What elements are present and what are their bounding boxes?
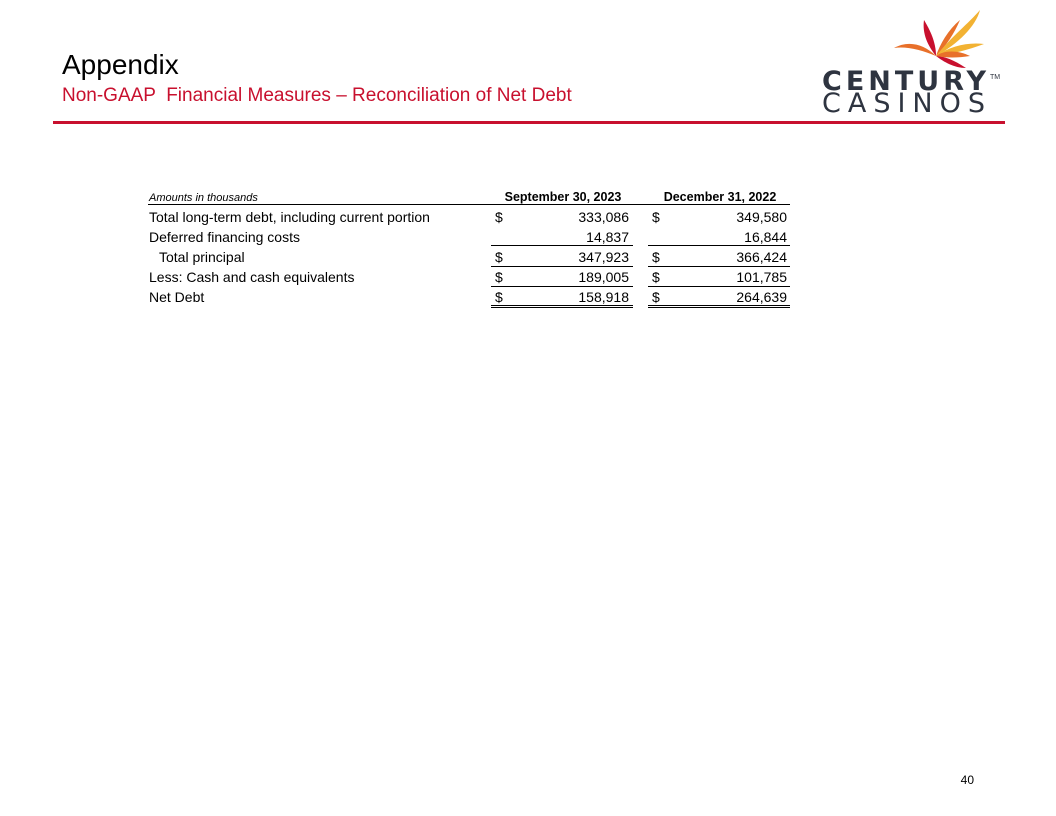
logo-trademark: TM [990, 74, 1001, 81]
header-divider [53, 121, 1005, 124]
currency-symbol: $ [652, 209, 660, 225]
currency-symbol: $ [652, 249, 660, 265]
subtotal-underline [648, 245, 790, 246]
column-header-dec-2022: December 31, 2022 [663, 190, 777, 204]
value-sep-2023: 158,918 [578, 289, 629, 305]
row-label: Net Debt [149, 289, 205, 305]
value-dec-2022: 16,844 [744, 229, 787, 245]
table-row [148, 267, 790, 287]
table-row [148, 287, 790, 307]
table-row [148, 227, 790, 247]
currency-symbol: $ [652, 269, 660, 285]
value-sep-2023: 333,086 [578, 209, 629, 225]
net-debt-double-underline [648, 307, 790, 308]
header-underline [148, 204, 790, 205]
value-sep-2023: 14,837 [586, 229, 629, 245]
logo-wordmark-century: CENTURY [822, 66, 991, 97]
currency-symbol: $ [495, 249, 503, 265]
net-debt-double-underline [491, 307, 633, 308]
value-dec-2022: 366,424 [736, 249, 787, 265]
currency-symbol: $ [652, 289, 660, 305]
value-sep-2023: 189,005 [578, 269, 629, 285]
value-dec-2022: 101,785 [736, 269, 787, 285]
row-label: Deferred financing costs [149, 229, 300, 245]
currency-symbol: $ [495, 269, 503, 285]
value-dec-2022: 349,580 [736, 209, 787, 225]
row-label: Total principal [159, 249, 245, 265]
table-row [148, 207, 790, 227]
value-sep-2023: 347,923 [578, 249, 629, 265]
page-subtitle: Non-GAAP Financial Measures – Reconciliation of Net Debt [62, 85, 572, 106]
net-debt-double-underline [491, 305, 633, 306]
net-debt-table [148, 187, 790, 307]
row-label: Less: Cash and cash equivalents [149, 269, 355, 285]
subtotal-underline [491, 245, 633, 246]
century-casinos-logo [818, 6, 1001, 119]
net-debt-double-underline [648, 305, 790, 306]
currency-symbol: $ [495, 289, 503, 305]
units-label: Amounts in thousands [149, 192, 258, 204]
page-title: Appendix [62, 49, 179, 80]
currency-symbol: $ [495, 209, 503, 225]
column-header-sep-2023: September 30, 2023 [504, 190, 622, 204]
page-number: 40 [960, 773, 974, 787]
logo-wordmark-casinos: CASINOS [822, 88, 993, 119]
table-row [148, 247, 790, 267]
value-dec-2022: 264,639 [736, 289, 787, 305]
row-label: Total long-term debt, including current portion [149, 209, 430, 225]
